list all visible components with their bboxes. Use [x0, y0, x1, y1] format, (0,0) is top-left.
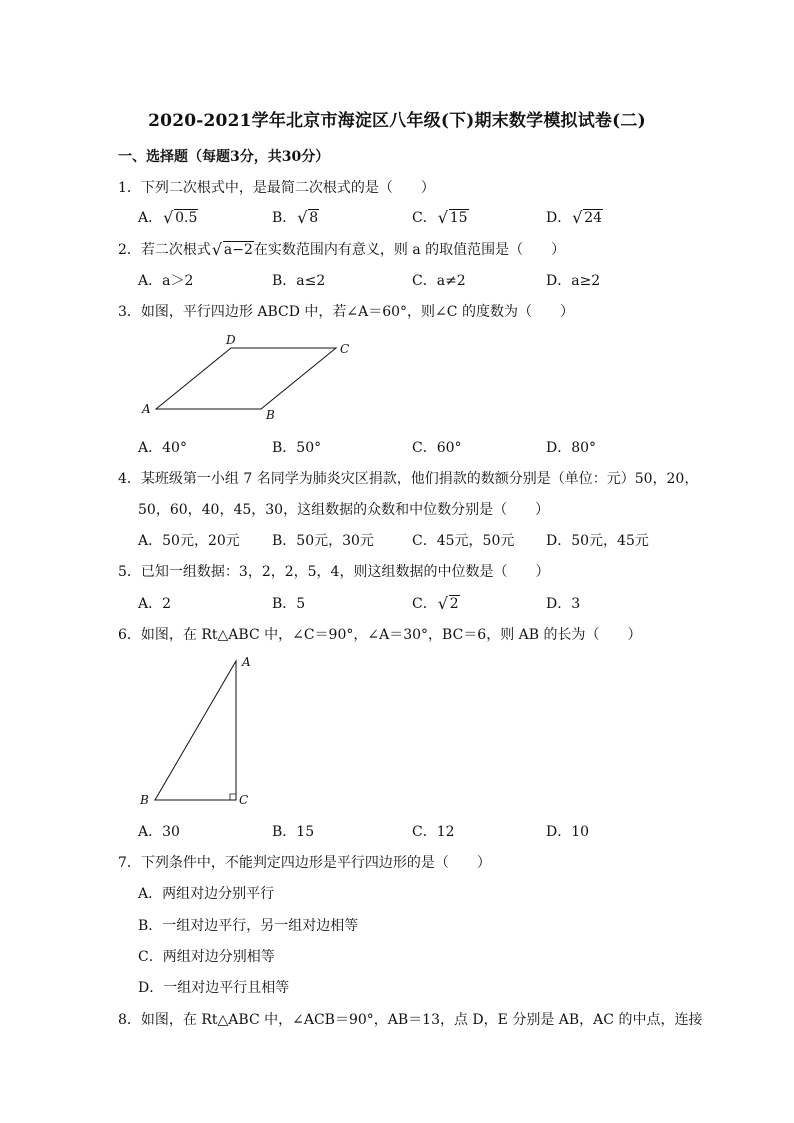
- sqrt-symbol: √ 2: [439, 596, 460, 612]
- question-7-option-b: B．一组对边平行，另一组对边相等: [138, 918, 359, 934]
- question-2-option-a: A．a＞2: [138, 273, 194, 289]
- section-heading: 一、选择题（每题3分，共30分）: [118, 149, 330, 165]
- vertex-label-c: C: [239, 793, 249, 807]
- page-title: 2020-2021学年北京市海淀区八年级(下)期末数学模拟试卷(二): [148, 111, 646, 131]
- question-2-option-c: C．a≠2: [412, 273, 466, 289]
- question-1-option-d: D．√ 24: [546, 207, 603, 227]
- question-1-option-c: C．√ 15: [412, 207, 469, 227]
- question-3-option-d: D．80°: [546, 440, 597, 456]
- sqrt-symbol: √ 24: [573, 210, 603, 226]
- sqrt-symbol: √ 0.5: [164, 210, 198, 226]
- question-7-option-d: D．一组对边平行且相等: [138, 980, 290, 996]
- sqrt-symbol: √ 15: [439, 210, 469, 226]
- right-angle-mark: [230, 794, 236, 800]
- question-4-option-a: A．50元，20元: [138, 533, 240, 549]
- question-3-option-a: A．40°: [138, 440, 187, 456]
- parallelogram-abcd: [156, 348, 336, 409]
- right-triangle-figure: [140, 652, 270, 810]
- question-5-option-a: A．2: [138, 596, 172, 612]
- question-5-option-d: D．3: [546, 596, 581, 612]
- question-4-option-d: D．50元，45元: [546, 533, 649, 549]
- question-3-option-b: B．50°: [272, 440, 322, 456]
- question-3-option-c: C．60°: [412, 440, 462, 456]
- question-2-option-d: D．a≥2: [546, 273, 601, 289]
- parallelogram-figure: [140, 330, 370, 425]
- question-6-option-b: B．15: [272, 824, 315, 840]
- vertex-label-c: C: [340, 342, 350, 356]
- question-7-stem: 7．下列条件中，不能判定四边形是平行四边形的是（ ）: [118, 855, 491, 871]
- vertex-label-a: A: [242, 655, 251, 669]
- question-5-option-c: C．√ 2: [412, 593, 460, 613]
- question-7-option-a: A．两组对边分别平行: [138, 886, 275, 902]
- question-5-stem: 5．已知一组数据：3，2，2，5，4，则这组数据的中位数是（ ）: [118, 564, 550, 580]
- question-1-option-a: A．√ 0.5: [138, 207, 198, 227]
- question-3-stem: 3．如图，平行四边形 ABCD 中，若∠A＝60°，则∠C 的度数为（ ）: [118, 304, 574, 320]
- question-7-option-c: C．两组对边分别相等: [138, 949, 275, 965]
- question-6-stem: 6．如图，在 Rt△ABC 中，∠C＝90°，∠A＝30°，BC＝6，则 AB 的长为（ ）: [118, 627, 642, 643]
- vertex-label-b: B: [140, 793, 149, 807]
- question-6-option-d: D．10: [546, 824, 590, 840]
- vertex-label-d: D: [226, 333, 236, 347]
- question-4-option-b: B．50元，30元: [272, 533, 374, 549]
- question-6-option-c: C．12: [412, 824, 455, 840]
- vertex-label-a: A: [142, 402, 151, 416]
- question-1-option-b: B．√ 8: [272, 207, 319, 227]
- question-1-stem: 1．下列二次根式中，是最简二次根式的是（ ）: [118, 180, 435, 196]
- question-2-option-b: B．a≤2: [272, 273, 326, 289]
- sqrt-symbol: √ 8: [298, 210, 319, 226]
- sqrt-symbol: √ a−2: [213, 242, 254, 258]
- question-2-stem: 2．若二次根式√ a−2在实数范围内有意义，则 a 的取值范围是（ ）: [118, 239, 565, 259]
- question-8-stem: 8．如图，在 Rt△ABC 中，∠ACB＝90°，AB＝13，点 D，E 分别是 AB，AC 的中点，连接: [118, 1012, 703, 1028]
- question-4-stem-line-2: 50，60，40，45，30，这组数据的众数和中位数分别是（ ）: [138, 502, 550, 518]
- question-4-option-c: C．45元，50元: [412, 533, 515, 549]
- question-4-stem-line-1: 4．某班级第一小组 7 名同学为肺炎灾区捐款，他们捐款的数额分别是（单位：元）50，20，: [118, 471, 699, 487]
- question-6-option-a: A．30: [138, 824, 180, 840]
- vertex-label-b: B: [266, 408, 275, 422]
- question-5-option-b: B．5: [272, 596, 306, 612]
- triangle-abc: [155, 661, 236, 800]
